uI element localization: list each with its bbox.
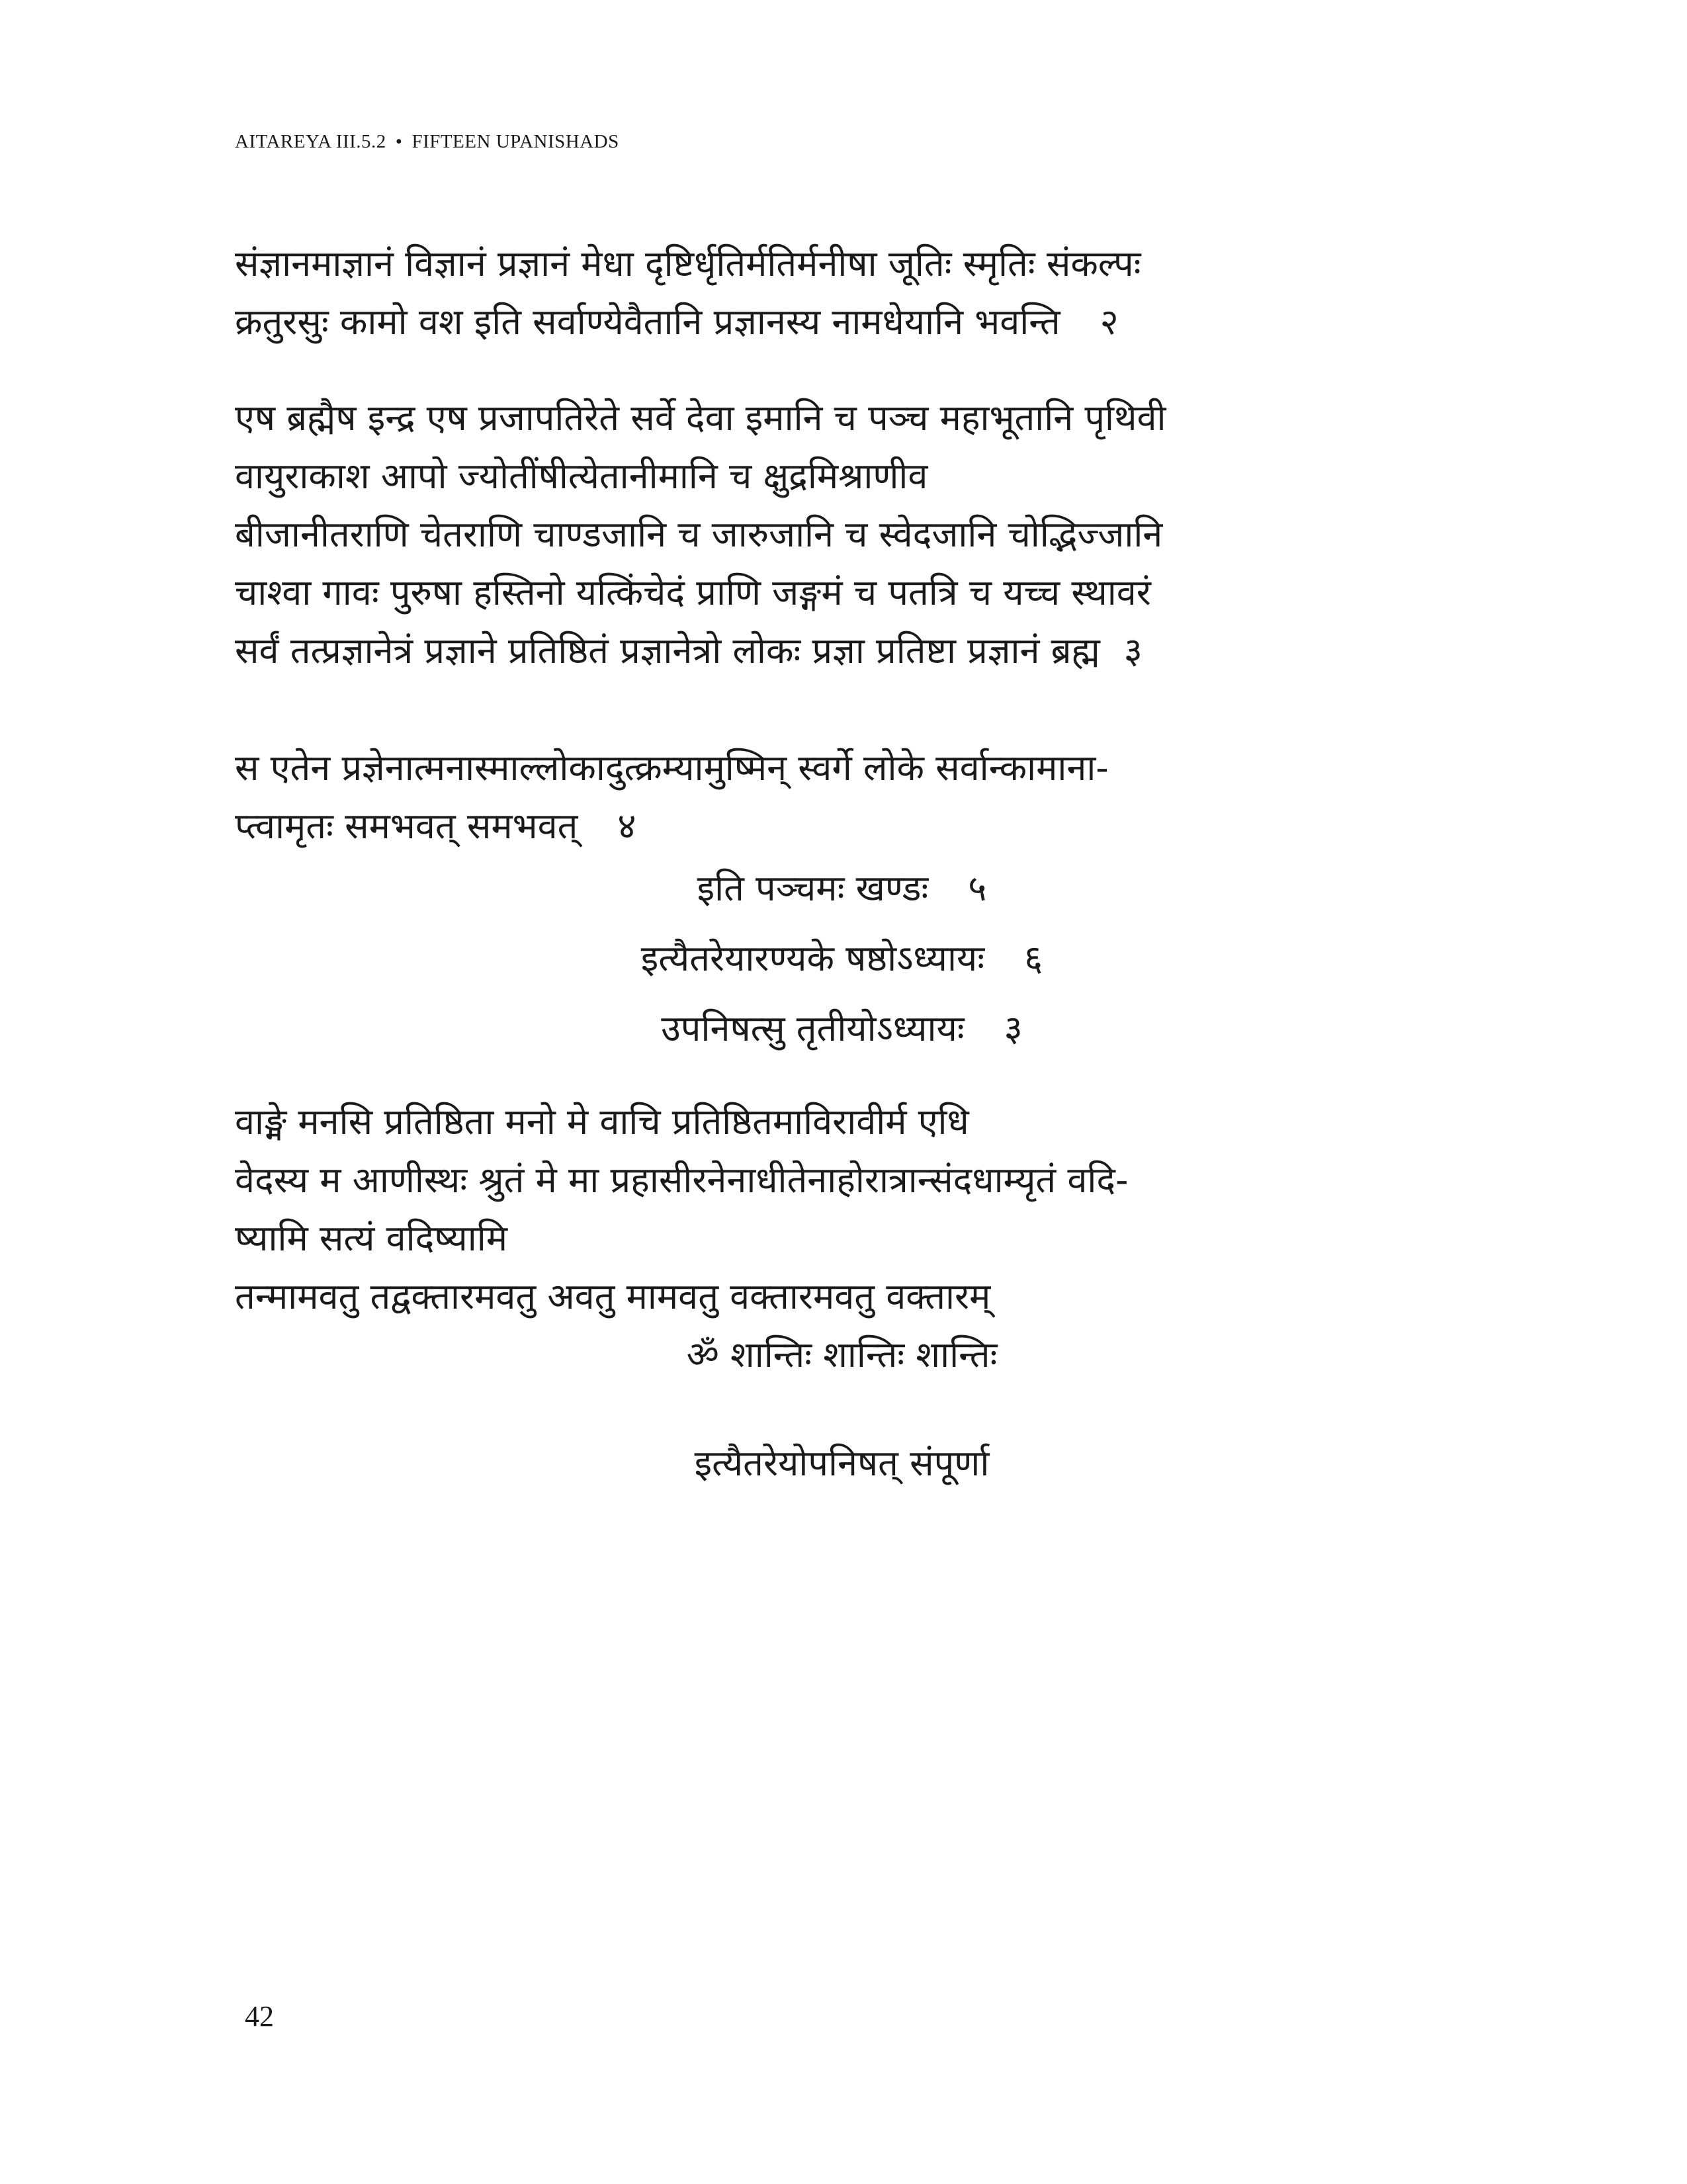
om-shanti: ॐ शान्तिः शान्तिः शान्तिः [686,1334,998,1376]
verse-line: संज्ञानमाज्ञानं विज्ञानं प्रज्ञानं मेधा दृष्टिर्धृतिर्मतिर्मनीषा जूतिः स्मृतिः संकल्पः [235,243,1141,284]
verse-number: ३ [1123,630,1143,672]
closing [235,1434,1449,1493]
header-right: FIFTEEN UPANISHADS [411,131,619,152]
colophon-khanda: इति पञ्चमः खण्डः ५ [697,867,987,909]
colophons [235,853,1449,1064]
verse-line: बीजानीतराणि चेतराणि चाण्डजानि च जारुजानि च स्वेदजानि चोद्भिज्जानि [235,513,1163,555]
verse-line: क्रतुरसुः कामो वश इति सर्वाण्येवैतानि प्रज्ञानस्य नामधेयानि भवन्ति २ [235,301,1119,343]
shanti-path [235,1093,1449,1384]
page-number: 42 [245,2000,274,2032]
shanti-line: तन्मामवतु तद्वक्तारमवतु अवतु मामवतु वक्तारमवतु वक्तारम् [235,1276,991,1317]
shanti-line: वेदस्य म आणीस्थः श्रुतं मे मा प्रहासीरनेनाधीतेनाहोरात्रान्संदधाम्यृतं वदि- [235,1159,1129,1201]
header-left: AITAREYA III.5.2 [235,131,386,152]
verse-3 [235,389,1449,680]
verse-4 [235,739,1449,855]
verse-line: वायुराकाश आपो ज्योतींषीत्येतानीमानि च क्षुद्रमिश्राणीव [235,455,928,497]
verse-line: सर्वं तत्प्रज्ञानेत्रं प्रज्ञाने प्रतिष्ठितं प्रज्ञानेत्रो लोकः प्रज्ञा प्रतिष्टा प्रज्ञानं ब्रह्म ३ [235,630,1143,672]
verse-line: एष ब्रह्मैष इन्द्र एष प्रजापतिरेते सर्वे देवा इमानि च पञ्च महाभूतानि पृथिवी [235,397,1166,439]
verse-line: चाश्वा गावः पुरुषा हस्तिनो यत्किंचेदं प्राणि जङ्गमं च पतत्रि च यच्च स्थावरं [235,572,1151,613]
running-header [235,131,619,153]
header-separator: • [395,131,403,152]
verse-line: प्त्वामृतः समभवत् समभवत् ४ [235,805,636,847]
colophon-upanishad: उपनिषत्सु तृतीयोऽध्यायः ३ [661,1008,1023,1049]
shanti-line: ष्यामि सत्यं वदिष्यामि [235,1217,508,1259]
verse-line: स एतेन प्रज्ञेनात्मनास्माल्लोकादुत्क्रम्यामुष्मिन् स्वर्गे लोके सर्वान्कामाना- [235,747,1109,789]
verse-number: २ [1100,301,1119,343]
verse-2 [235,235,1449,351]
colophon-adhyaya: इत्यैतरेयारण्यके षष्ठोऽध्यायः ६ [640,938,1043,979]
closing-line: इत्यैतरेयोपनिषत् संपूर्णा [694,1442,990,1484]
shanti-line: वाङ्मे मनसि प्रतिष्ठिता मनो मे वाचि प्रतिष्ठितमाविरावीर्म एधि [235,1101,969,1143]
verse-number: ४ [617,805,636,847]
